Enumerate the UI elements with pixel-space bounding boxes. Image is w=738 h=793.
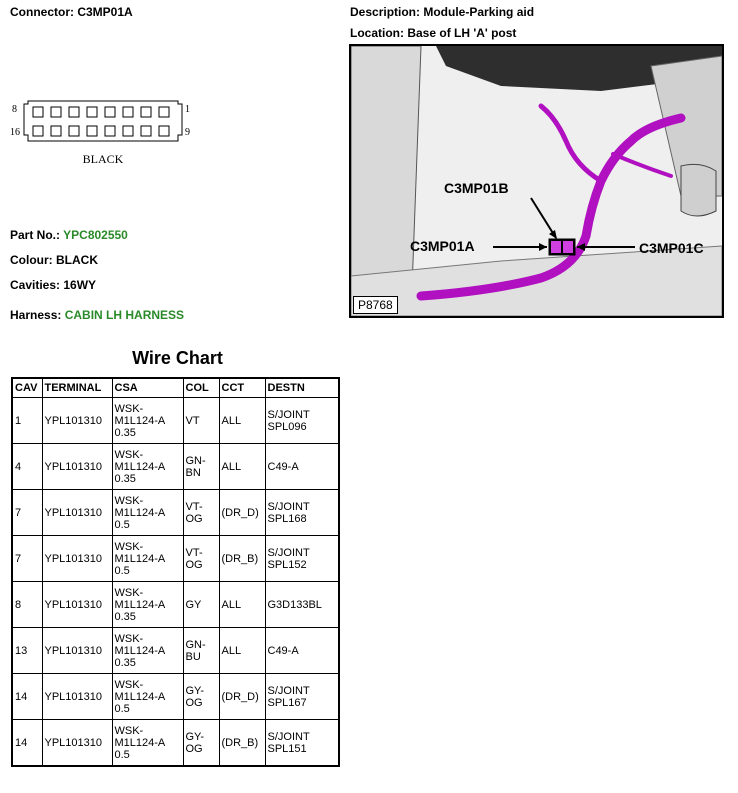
table-row [12, 398, 339, 444]
header-terminal: TERMINAL [42, 378, 112, 398]
part-no-label: Part No.: [10, 228, 61, 242]
pin-label-top-left: 8 [12, 104, 17, 115]
callout-c3mp01b: C3MP01B [444, 180, 509, 196]
cell-col: VT- OG [183, 536, 219, 582]
colour-value: BLACK [56, 253, 98, 267]
cell-terminal: YPL101310 [42, 444, 112, 490]
cell-cct: (DR_B) [219, 720, 265, 767]
cavity-slot [141, 107, 151, 117]
cavity-slot [33, 107, 43, 117]
cavity-slot [33, 126, 43, 136]
connector-face-diagram [8, 100, 198, 175]
location-value: Base of LH 'A' post [407, 26, 517, 40]
location-photo [349, 44, 724, 318]
table-row [12, 536, 339, 582]
cell-terminal: YPL101310 [42, 582, 112, 628]
callout-c3mp01c: C3MP01C [639, 240, 704, 256]
cell-cct: ALL [219, 582, 265, 628]
table-row [12, 674, 339, 720]
cell-destn: S/JOINT SPL152 [265, 536, 339, 582]
trim-clip [681, 164, 716, 216]
wire-chart-header-row [12, 378, 339, 398]
cavity-slot [51, 107, 61, 117]
wire-chart-title: Wire Chart [132, 348, 223, 368]
cavity-slot [123, 107, 133, 117]
cell-cct: ALL [219, 398, 265, 444]
callout-c3mp01a: C3MP01A [410, 238, 475, 254]
cell-cav: 7 [12, 536, 42, 582]
cell-terminal: YPL101310 [42, 720, 112, 767]
header-col: COL [183, 378, 219, 398]
cell-csa: WSK- M1L124-A 0.35 [112, 628, 183, 674]
cell-terminal: YPL101310 [42, 674, 112, 720]
cavities-value: 16WY [63, 278, 97, 292]
cavity-slot [159, 107, 169, 117]
cavity-slot [69, 126, 79, 136]
cell-terminal: YPL101310 [42, 628, 112, 674]
cell-destn: C49-A [265, 628, 339, 674]
wire-chart-table [11, 377, 340, 767]
cell-cct: (DR_D) [219, 490, 265, 536]
cavity-slot [51, 126, 61, 136]
connector-value: C3MP01A [77, 5, 133, 19]
cavity-slot [123, 126, 133, 136]
cell-col: GY- OG [183, 720, 219, 767]
cell-cct: (DR_B) [219, 536, 265, 582]
table-row [12, 628, 339, 674]
location-line [350, 26, 516, 40]
cavity-slot [87, 126, 97, 136]
table-row [12, 720, 339, 767]
cell-terminal: YPL101310 [42, 536, 112, 582]
cell-csa: WSK- M1L124-A 0.5 [112, 536, 183, 582]
wire-chart-body [12, 398, 339, 767]
header-cct: CCT [219, 378, 265, 398]
cell-csa: WSK- M1L124-A 0.35 [112, 444, 183, 490]
header-destn: DESTN [265, 378, 339, 398]
connector-face-svg [8, 100, 198, 170]
harness-label: Harness: [10, 308, 62, 322]
pin-label-top-right: 1 [185, 104, 190, 115]
cell-csa: WSK- M1L124-A 0.35 [112, 582, 183, 628]
cell-col: VT- OG [183, 490, 219, 536]
cell-col: GN- BN [183, 444, 219, 490]
cavities-label: Cavities: [10, 278, 61, 292]
connector-c-shape [563, 241, 573, 253]
photo-reference-id: P8768 [353, 296, 398, 314]
cell-csa: WSK- M1L124-A 0.35 [112, 398, 183, 444]
cavity-slot [87, 107, 97, 117]
connector-line [10, 5, 133, 19]
location-label: Location: [350, 26, 404, 40]
cell-col: GN- BU [183, 628, 219, 674]
cell-destn: S/JOINT SPL167 [265, 674, 339, 720]
cell-cav: 7 [12, 490, 42, 536]
table-row [12, 582, 339, 628]
cell-col: VT [183, 398, 219, 444]
colour-line [10, 253, 98, 267]
cell-cav: 14 [12, 720, 42, 767]
cell-cav: 14 [12, 674, 42, 720]
cell-terminal: YPL101310 [42, 398, 112, 444]
harness-line [10, 308, 184, 322]
cell-cav: 13 [12, 628, 42, 674]
connector-color-caption: BLACK [82, 152, 124, 166]
cell-cav: 8 [12, 582, 42, 628]
cell-destn: S/JOINT SPL096 [265, 398, 339, 444]
cavity-slot [69, 107, 79, 117]
cavity-slot [105, 107, 115, 117]
part-no-line [10, 228, 128, 242]
cell-csa: WSK- M1L124-A 0.5 [112, 720, 183, 767]
cell-terminal: YPL101310 [42, 490, 112, 536]
description-line [350, 5, 534, 19]
table-row [12, 444, 339, 490]
connector-a-shape [551, 241, 561, 253]
cell-cct: ALL [219, 444, 265, 490]
connector-label: Connector: [10, 5, 74, 19]
cavities-line [10, 278, 96, 292]
cell-destn: C49-A [265, 444, 339, 490]
cell-col: GY- OG [183, 674, 219, 720]
cavity-slot [159, 126, 169, 136]
cell-cct: ALL [219, 628, 265, 674]
colour-label: Colour: [10, 253, 53, 267]
location-illustration [351, 46, 722, 316]
description-label: Description: [350, 5, 421, 19]
cell-cct: (DR_D) [219, 674, 265, 720]
connector-housing-outline [24, 101, 182, 141]
cell-destn: S/JOINT SPL151 [265, 720, 339, 767]
cavity-slot [141, 126, 151, 136]
harness-link[interactable]: CABIN LH HARNESS [64, 308, 185, 322]
cavity-grid [33, 107, 169, 136]
pin-label-bottom-left: 16 [10, 127, 20, 138]
cell-cav: 1 [12, 398, 42, 444]
description-value: Module-Parking aid [423, 5, 535, 19]
cell-destn: S/JOINT SPL168 [265, 490, 339, 536]
table-row [12, 490, 339, 536]
cell-csa: WSK- M1L124-A 0.5 [112, 674, 183, 720]
part-no-link[interactable]: YPC802550 [63, 228, 128, 242]
header-cav: CAV [12, 378, 42, 398]
pin-label-bottom-right: 9 [185, 127, 190, 138]
cell-cav: 4 [12, 444, 42, 490]
cell-csa: WSK- M1L124-A 0.5 [112, 490, 183, 536]
cell-destn: G3D133BL [265, 582, 339, 628]
cavity-slot [105, 126, 115, 136]
cell-col: GY [183, 582, 219, 628]
header-csa: CSA [112, 378, 183, 398]
